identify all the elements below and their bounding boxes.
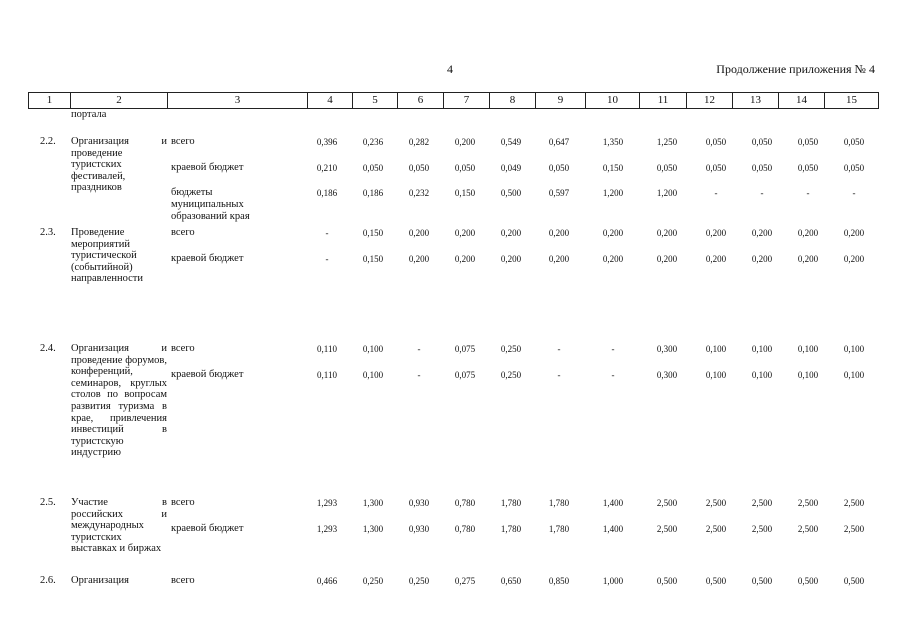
budget-value: 0,282 [408, 137, 430, 147]
funding-source: всего [171, 343, 195, 354]
column-header-cell: 10 [586, 93, 640, 109]
budget-value: 2,500 [656, 498, 678, 508]
budget-value: 0,100 [751, 344, 773, 354]
budget-value: - [806, 188, 810, 198]
budget-value: - [714, 188, 718, 198]
budget-value: 0,930 [408, 498, 430, 508]
column-header-cell: 8 [490, 93, 536, 109]
event-name: Организация [71, 575, 129, 586]
budget-value: 0,110 [317, 344, 337, 354]
column-header-cell: 9 [536, 93, 586, 109]
funding-source: всего [171, 227, 195, 238]
budget-value: 0,200 [548, 228, 570, 238]
budget-value: 0,200 [656, 228, 678, 238]
budget-value: - [417, 344, 421, 354]
budget-value: - [325, 228, 329, 238]
budget-value: - [611, 370, 615, 380]
budget-value: 0,466 [316, 576, 338, 586]
budget-value: 0,200 [500, 228, 522, 238]
budget-value: 2,500 [751, 498, 773, 508]
budget-value: 0,200 [602, 228, 624, 238]
budget-value: 0,275 [454, 576, 476, 586]
budget-value: 0,100 [362, 344, 384, 354]
budget-value: 0,100 [797, 370, 819, 380]
budget-value: 1,350 [602, 137, 624, 147]
budget-value: 2,500 [705, 498, 727, 508]
budget-value: 1,300 [362, 498, 384, 508]
column-header-cell: 6 [398, 93, 444, 109]
budget-value: 0,500 [843, 576, 865, 586]
budget-value: 0,500 [656, 576, 678, 586]
funding-source: краевой бюджет [171, 523, 244, 534]
budget-value: 0,100 [843, 370, 865, 380]
budget-value: 0,075 [454, 370, 476, 380]
appendix-continuation-label: Продолжение приложения № 4 [716, 62, 875, 76]
budget-value: - [557, 370, 561, 380]
budget-value: - [325, 254, 329, 264]
budget-value: 1,000 [602, 576, 624, 586]
column-header-cell: 7 [444, 93, 490, 109]
funding-source: всего [171, 136, 195, 147]
budget-value: - [611, 344, 615, 354]
budget-value: 0,200 [408, 254, 430, 264]
budget-value: 0,250 [362, 576, 384, 586]
column-header-cell: 11 [640, 93, 687, 109]
budget-value: 0,100 [705, 344, 727, 354]
column-header-cell: 4 [308, 93, 353, 109]
budget-value: 0,549 [500, 137, 522, 147]
budget-value: 1,200 [656, 188, 678, 198]
budget-value: 0,050 [454, 163, 476, 173]
budget-value: 1,293 [316, 524, 338, 534]
page-number: 4 [447, 62, 453, 76]
budget-value: 2,500 [656, 524, 678, 534]
budget-value: 1,300 [362, 524, 384, 534]
budget-value: 0,050 [705, 163, 727, 173]
event-name: Участие в российских и международных туристских выставках и биржах [71, 497, 167, 555]
column-header-cell: 13 [733, 93, 779, 109]
budget-value: 1,780 [548, 524, 570, 534]
budget-value: 0,150 [362, 254, 384, 264]
budget-value: 0,396 [316, 137, 338, 147]
funding-source: краевой бюджет [171, 162, 244, 173]
budget-value: 0,050 [797, 163, 819, 173]
budget-value: 0,200 [500, 254, 522, 264]
budget-value: 0,050 [408, 163, 430, 173]
budget-value: 0,100 [797, 344, 819, 354]
budget-value: 1,250 [656, 137, 678, 147]
budget-value: 0,050 [548, 163, 570, 173]
budget-value: 2,500 [705, 524, 727, 534]
budget-value: 0,500 [797, 576, 819, 586]
budget-value: 2,500 [797, 498, 819, 508]
budget-value: 0,050 [843, 137, 865, 147]
budget-value: 0,050 [751, 137, 773, 147]
budget-value: 0,200 [548, 254, 570, 264]
budget-value: 0,200 [454, 228, 476, 238]
column-header-cell: 14 [779, 93, 825, 109]
budget-value: 0,200 [797, 228, 819, 238]
budget-value: 0,100 [751, 370, 773, 380]
budget-value: 0,200 [408, 228, 430, 238]
budget-value: 1,200 [602, 188, 624, 198]
row-number: 2.6. [40, 575, 56, 586]
column-header-cell: 1 [29, 93, 71, 109]
budget-value: 0,210 [316, 163, 338, 173]
budget-value: 0,200 [705, 254, 727, 264]
budget-value: 0,300 [656, 370, 678, 380]
budget-value: 0,500 [705, 576, 727, 586]
budget-value: 2,500 [843, 498, 865, 508]
column-header-cell: 12 [687, 93, 733, 109]
budget-value: 0,075 [454, 344, 476, 354]
budget-value: 2,500 [797, 524, 819, 534]
budget-value: 0,930 [408, 524, 430, 534]
event-name: Организация и проведение туристских фестивалей, праздников [71, 136, 167, 194]
budget-value: 0,200 [751, 254, 773, 264]
budget-value: 1,780 [500, 498, 522, 508]
budget-value: 0,200 [454, 137, 476, 147]
budget-value: 0,049 [500, 163, 522, 173]
event-name: Организация и проведение форумов, конференций, семинаров, круглых столов по вопросам развития туризма в крае, привлечения инвестиций в туристскую индустрию [71, 343, 167, 459]
budget-value: 0,250 [500, 344, 522, 354]
budget-value: 0,250 [408, 576, 430, 586]
budget-value: 0,050 [843, 163, 865, 173]
row-number: 2.3. [40, 227, 56, 238]
funding-source: всего [171, 497, 195, 508]
budget-value: 1,293 [316, 498, 338, 508]
column-header-cell: 3 [168, 93, 308, 109]
budget-value: 0,647 [548, 137, 570, 147]
budget-value: 0,050 [751, 163, 773, 173]
budget-value: 0,500 [751, 576, 773, 586]
budget-value: 2,500 [843, 524, 865, 534]
budget-value: 0,150 [362, 228, 384, 238]
budget-value: 0,150 [454, 188, 476, 198]
funding-source: краевой бюджет [171, 369, 244, 380]
column-header-cell: 15 [825, 93, 879, 109]
budget-value: 0,250 [500, 370, 522, 380]
budget-value: 1,780 [500, 524, 522, 534]
budget-value: 0,100 [843, 344, 865, 354]
budget-value: 0,186 [362, 188, 384, 198]
budget-value: 0,100 [362, 370, 384, 380]
budget-value: 0,200 [843, 228, 865, 238]
budget-value: 1,780 [548, 498, 570, 508]
budget-value: - [557, 344, 561, 354]
row-number: 2.4. [40, 343, 56, 354]
row-number: 2.5. [40, 497, 56, 508]
budget-value: 0,500 [500, 188, 522, 198]
column-number-header [28, 92, 879, 109]
budget-value: 0,186 [316, 188, 338, 198]
budget-value: 0,200 [602, 254, 624, 264]
budget-value: 0,850 [548, 576, 570, 586]
row-number: 2.2. [40, 136, 56, 147]
budget-value: 0,050 [797, 137, 819, 147]
budget-value: 0,200 [656, 254, 678, 264]
budget-value: 0,050 [656, 163, 678, 173]
budget-value: 0,780 [454, 524, 476, 534]
budget-value: - [417, 370, 421, 380]
column-header-cell: 5 [353, 93, 398, 109]
budget-value: 0,110 [317, 370, 337, 380]
budget-value: 0,597 [548, 188, 570, 198]
budget-value: 0,100 [705, 370, 727, 380]
budget-value: 0,200 [751, 228, 773, 238]
budget-value: 0,200 [843, 254, 865, 264]
budget-value: 0,780 [454, 498, 476, 508]
budget-value: 0,300 [656, 344, 678, 354]
budget-value: 0,050 [705, 137, 727, 147]
budget-value: 0,200 [454, 254, 476, 264]
budget-value: 0,200 [797, 254, 819, 264]
budget-value: 0,236 [362, 137, 384, 147]
budget-value: 2,500 [751, 524, 773, 534]
budget-value: 0,200 [705, 228, 727, 238]
budget-value: - [852, 188, 856, 198]
column-header-cell: 2 [71, 93, 168, 109]
event-name: Проведение мероприятий туристической (событийной) направленности [71, 227, 144, 285]
carry-over-text: портала [71, 109, 107, 120]
funding-source: краевой бюджет [171, 253, 244, 264]
budget-value: 0,650 [500, 576, 522, 586]
budget-value: 0,150 [602, 163, 624, 173]
budget-value: 0,232 [408, 188, 430, 198]
budget-value: 0,050 [362, 163, 384, 173]
budget-value: - [760, 188, 764, 198]
funding-source: бюджеты муниципальных образований края [171, 187, 250, 222]
budget-value: 1,400 [602, 524, 624, 534]
funding-source: всего [171, 575, 195, 586]
budget-value: 1,400 [602, 498, 624, 508]
